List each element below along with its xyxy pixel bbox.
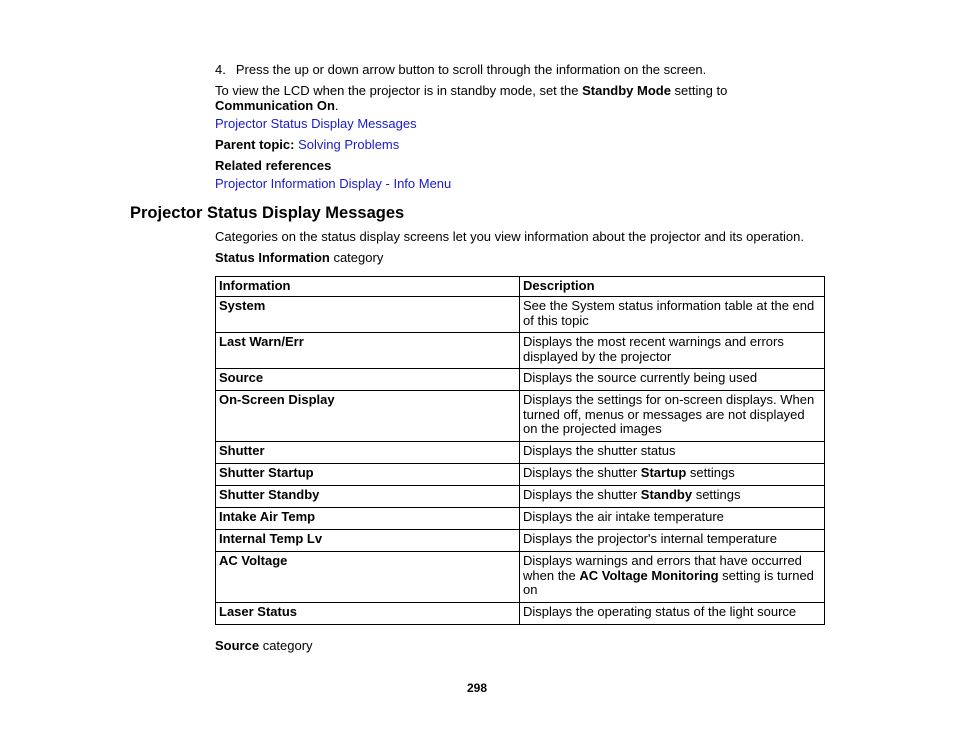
- description-text: settings: [686, 465, 735, 480]
- intro-text: Categories on the status display screens let you view information about the projector and its operation.: [215, 229, 804, 244]
- description-text: settings: [692, 487, 741, 502]
- cell-description: [520, 603, 825, 625]
- step-text: Press the up or down arrow button to scroll through the information on the screen.: [235, 62, 707, 77]
- table-row: [216, 442, 825, 464]
- status-info-table: [215, 276, 825, 625]
- status-caption: [215, 250, 383, 265]
- cell-information: Shutter Standby: [216, 486, 520, 508]
- link-info-menu[interactable]: Projector Information Display - Info Menu: [215, 176, 452, 191]
- description-text: Displays the source currently being used: [523, 370, 758, 385]
- description-text: Displays the shutter: [523, 487, 641, 502]
- standby-note-line2: [215, 98, 339, 113]
- table-row: [216, 297, 825, 333]
- description-term: Standby: [640, 487, 693, 502]
- communication-on-term: Communication On: [215, 98, 335, 113]
- cell-description: [520, 391, 825, 442]
- link-status-display-messages[interactable]: Projector Status Display Messages: [215, 116, 417, 131]
- related-references-heading: Related references: [215, 158, 332, 173]
- cell-information: Laser Status: [216, 603, 520, 625]
- column-header-description: Description: [520, 277, 825, 297]
- cell-description: [520, 508, 825, 530]
- step-4: [215, 62, 706, 77]
- cell-description: [520, 369, 825, 391]
- standby-note: [215, 83, 727, 98]
- standby-mode-term: Standby Mode: [582, 83, 671, 98]
- source-caption: [215, 638, 313, 653]
- description-text: Displays the settings for on-screen displays. When turned off, menus or messages are not displayed on the projected images: [523, 392, 815, 437]
- standby-note-period: .: [334, 98, 339, 113]
- parent-topic: [215, 137, 399, 152]
- table-row: [216, 333, 825, 369]
- table-row: [216, 369, 825, 391]
- description-term: Startup: [640, 465, 687, 480]
- description-text: Displays the shutter: [523, 465, 641, 480]
- table-row: [216, 552, 825, 603]
- description-text: Displays the projector's internal temperature: [523, 531, 777, 546]
- table-row: [216, 391, 825, 442]
- description-text: Displays the shutter status: [523, 443, 676, 458]
- standby-note-text-2: setting to: [670, 83, 728, 98]
- page-number: 298: [466, 681, 488, 695]
- cell-information: On-Screen Display: [216, 391, 520, 442]
- parent-topic-label: Parent topic:: [215, 137, 295, 152]
- table-row: [216, 508, 825, 530]
- cell-information: AC Voltage: [216, 552, 520, 603]
- description-term: AC Voltage Monitoring: [579, 567, 719, 583]
- cell-information: Shutter: [216, 442, 520, 464]
- cell-description: [520, 530, 825, 552]
- description-text: Displays the air intake temperature: [523, 509, 724, 524]
- table-header-row: [216, 277, 825, 297]
- cell-description: [520, 552, 825, 603]
- status-caption-rest: category: [329, 250, 384, 265]
- cell-information: Shutter Startup: [216, 464, 520, 486]
- description-text: Displays the most recent warnings and errors displayed by the projector: [523, 334, 784, 364]
- cell-description: [520, 297, 825, 333]
- source-caption-rest: category: [259, 638, 313, 653]
- cell-description: [520, 442, 825, 464]
- cell-description: [520, 333, 825, 369]
- description-text: See the System status information table at the end of this topic: [523, 298, 815, 328]
- table-row: [216, 486, 825, 508]
- description-text: setting is turned on: [523, 567, 814, 598]
- description-text: Displays the operating status of the light source: [523, 604, 797, 619]
- cell-information: System: [216, 297, 520, 333]
- cell-information: Intake Air Temp: [216, 508, 520, 530]
- status-caption-bold: Status Information: [215, 250, 330, 265]
- cell-information: Last Warn/Err: [216, 333, 520, 369]
- table-row: [216, 530, 825, 552]
- cell-description: [520, 486, 825, 508]
- cell-description: [520, 464, 825, 486]
- link-solving-problems[interactable]: Solving Problems: [298, 137, 400, 152]
- step-number: 4.: [215, 62, 226, 77]
- section-title: Projector Status Display Messages: [130, 204, 405, 222]
- cell-information: Source: [216, 369, 520, 391]
- related-references-label: [215, 158, 331, 173]
- source-caption-bold: Source: [215, 638, 260, 653]
- column-header-information: Information: [216, 277, 520, 297]
- table-row: [216, 603, 825, 625]
- standby-note-text: To view the LCD when the projector is in standby mode, set the: [215, 83, 583, 98]
- cell-information: Internal Temp Lv: [216, 530, 520, 552]
- table-row: [216, 464, 825, 486]
- description-text: Displays warnings and errors that have occurred when the: [523, 553, 802, 583]
